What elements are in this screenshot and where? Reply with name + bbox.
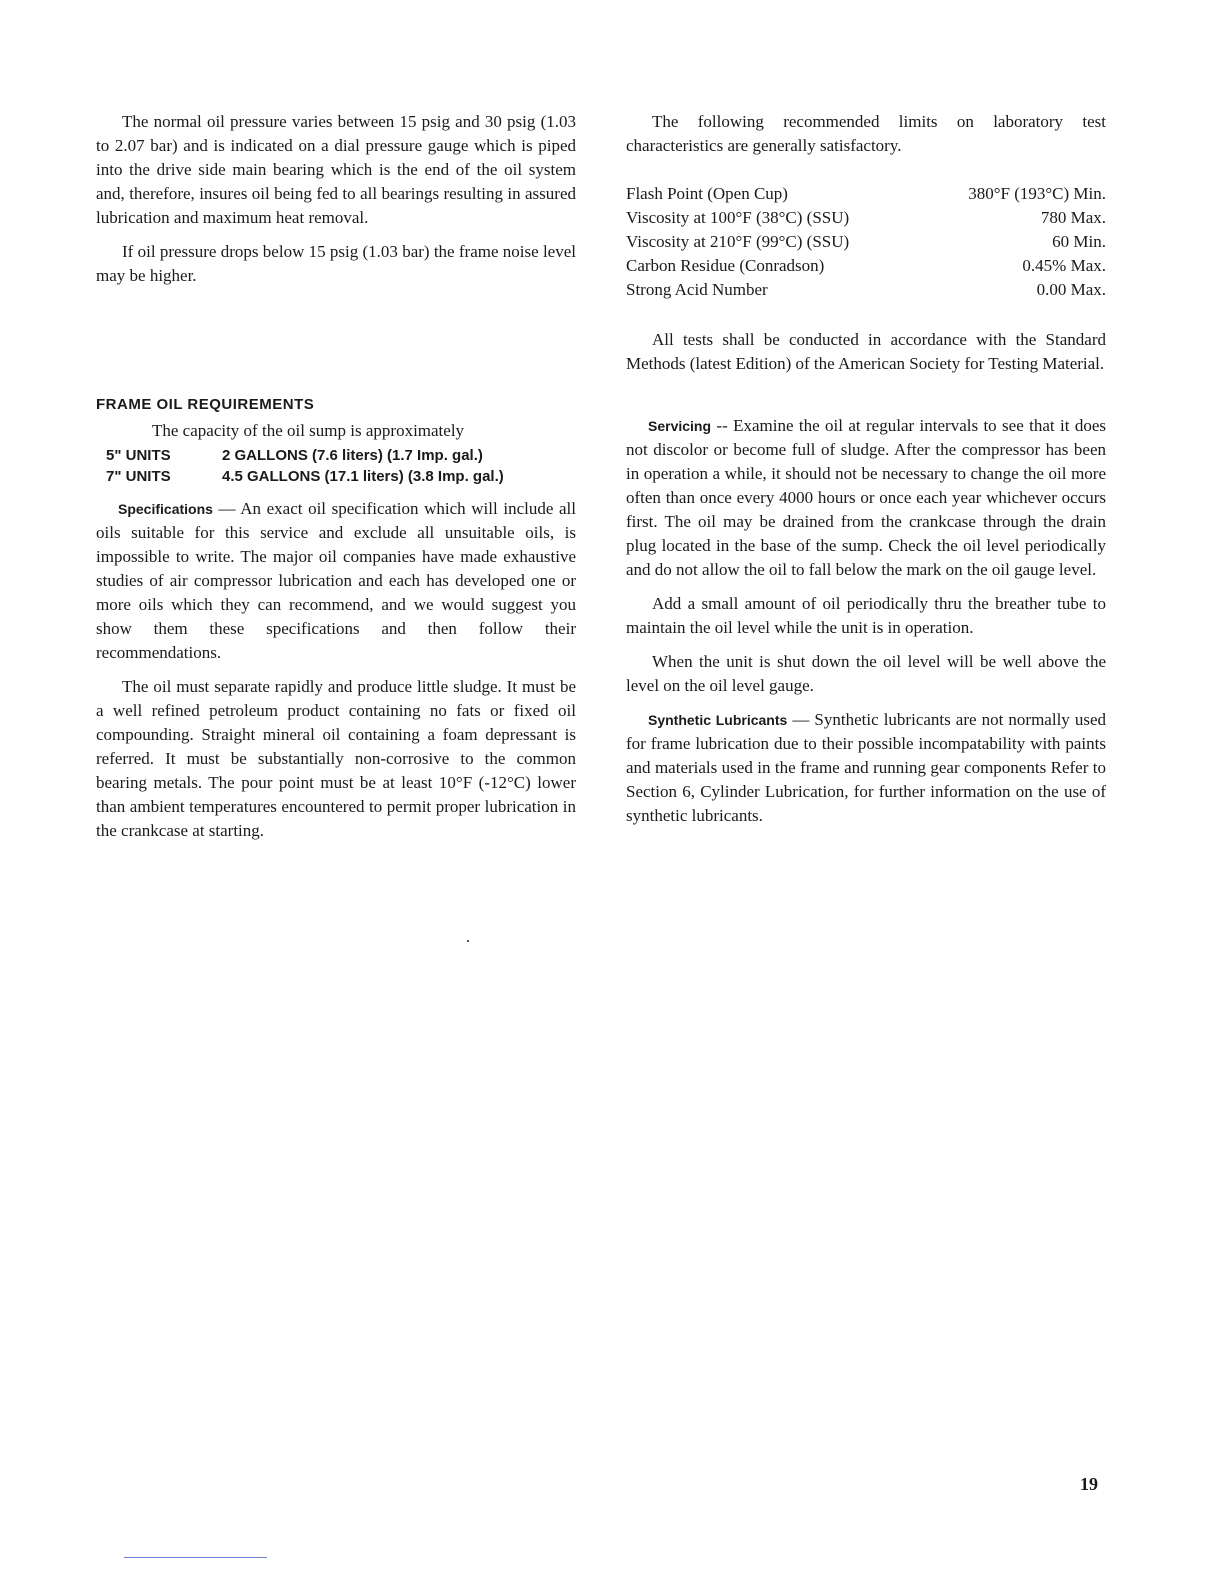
servicing-paragraph [626, 414, 1106, 582]
table-row [626, 254, 1106, 278]
limit-value: 0.00 Max. [1036, 280, 1106, 299]
table-row [626, 206, 1106, 230]
section-heading: FRAME OIL REQUIREMENTS [96, 396, 315, 413]
specifications-text: — An exact oil specification which will include all oils suitable for this service and exclude all unsuitable oils, is impossible to write. The major oil companies have made exhaustive studies of air compressor lubrication and each has developed one or more oils which they can recommend, and we would suggest you show them these specifications and then follow their recommendations. [96, 499, 576, 662]
stray-mark [467, 940, 469, 942]
add-oil-paragraph: Add a small amount of oil periodically thru the breather tube to maintain the oil level while the unit is in operation. [626, 594, 1106, 637]
limit-name: Viscosity at 100°F (38°C) (SSU) [626, 208, 850, 227]
low-pressure-paragraph: If oil pressure drops below 15 psig (1.03 bar) the frame noise level may be higher. [96, 242, 576, 285]
unit-capacity-row [106, 445, 576, 466]
table-row [626, 278, 1106, 302]
oil-pressure-paragraph: The normal oil pressure varies between 15 psig and 30 psig (1.03 to 2.07 bar) and is indicated on a dial pressure gauge which is piped into the drive side main bearing which is the end of the oil system and, therefore, insures oil being fed to all bearings resulting in assured lubrication and maximum heat removal. [96, 112, 576, 227]
limits-intro: The following recommended limits on laboratory test characteristics are generally satisfactory. [626, 112, 1106, 155]
page-number: 19 [1080, 1474, 1098, 1494]
servicing-label: Servicing [648, 418, 712, 434]
right-column [626, 110, 1106, 838]
oil-quality-paragraph: The oil must separate rapidly and produce little sludge. It must be a well refined petroleum product containing no fats or fixed oil compounding. Straight mineral oil containing a foam depressant is referred. It must be substantially non-corrosive to the common bearing metals. The pour point must be at least 10°F (-12°C) lower than ambient temperatures encountered to permit proper lubrication in the crankcase at starting. [96, 677, 576, 840]
test-limits-table [626, 182, 1106, 302]
specifications-label: Specifications [118, 501, 213, 517]
tests-paragraph: All tests shall be conducted in accordance with the Standard Methods (latest Edition) of the American Society for Testing Material. [626, 330, 1106, 373]
limit-name: Strong Acid Number [626, 280, 768, 299]
limit-value: 780 Max. [1040, 208, 1106, 227]
unit-label: 5" UNITS [106, 447, 171, 464]
unit-capacity-row [106, 466, 576, 487]
limit-name: Viscosity at 210°F (99°C) (SSU) [626, 232, 850, 251]
table-row [626, 182, 1106, 206]
synthetic-text: — Synthetic lubricants are not normally used for frame lubrication due to their possible incompatability with paints and materials used in the frame and running gear components Refer to Section 6, Cylinder Lubrication, for further information on the use of synthetic lubricants. [626, 710, 1107, 825]
capacity-intro: The capacity of the oil sump is approximately [152, 421, 465, 440]
synthetic-label: Synthetic Lubricants [648, 712, 788, 728]
unit-capacity: 2 GALLONS (7.6 liters) (1.7 Imp. gal.) [222, 447, 483, 464]
footer-rule [124, 1557, 267, 1558]
synthetic-paragraph [626, 708, 1106, 828]
servicing-text: -- Examine the oil at regular intervals to see that it does not discolor or become full of sludge. After the compressor has been in operation a while, it should not be necessary to change the oil more often than once every 4000 hours or once each year whichever occurs first. The oil may be drained from the crankcase through the drain plug located in the base of the sump. Check the oil level periodically and do not allow the oil to fall below the mark on the oil gauge level. [626, 416, 1106, 579]
specifications-paragraph [96, 497, 576, 665]
unit-label: 7" UNITS [106, 468, 171, 485]
limit-name: Carbon Residue (Conradson) [626, 256, 825, 275]
table-row [626, 230, 1106, 254]
left-column [96, 110, 576, 853]
limit-value: 60 Min. [1052, 232, 1106, 251]
limit-value: 0.45% Max. [1022, 256, 1106, 275]
unit-capacity: 4.5 GALLONS (17.1 liters) (3.8 Imp. gal.) [222, 468, 504, 485]
limit-value: 380°F (193°C) Min. [968, 184, 1106, 203]
shutdown-paragraph: When the unit is shut down the oil level will be well above the level on the oil level gauge. [626, 652, 1106, 695]
limit-name: Flash Point (Open Cup) [626, 184, 788, 203]
unit-capacity-list [106, 445, 576, 487]
